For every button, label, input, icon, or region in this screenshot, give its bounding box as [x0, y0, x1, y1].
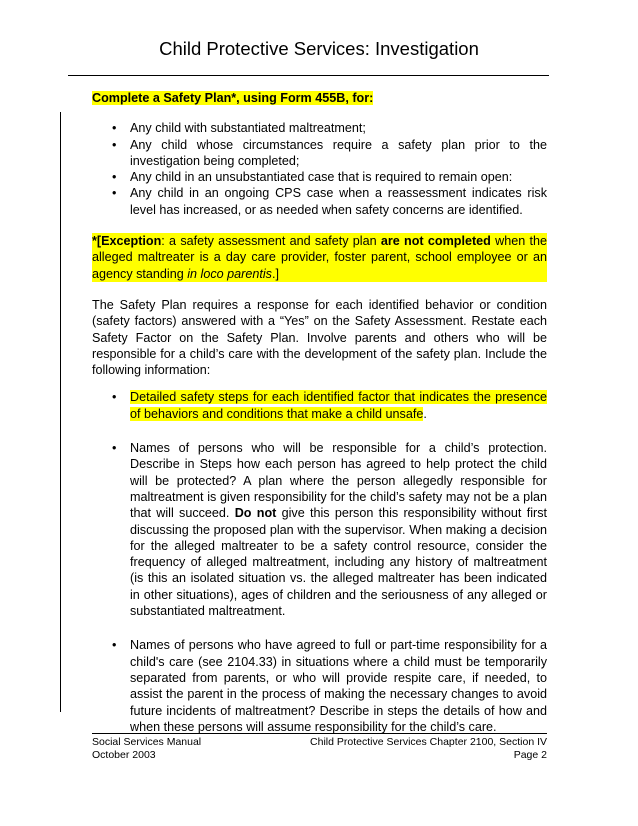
list-item: • Any child in an unsubstantiated case that is required to remain open:: [112, 170, 513, 185]
section-title-text: Complete a Safety Plan*, using Form 455B, for:: [92, 91, 374, 105]
safety-plan-criteria-list: [92, 120, 547, 218]
bullet-icon: •: [112, 137, 117, 152]
bullet-icon: •: [112, 441, 117, 456]
list-item: • Any child whose circumstances require a safety plan prior to the investigation being completed;: [112, 137, 547, 168]
list-item: • Names of persons who have agreed to full or part-time responsibility for a child's care (see 2104.33) in situations where a child must be temporarily separated from parents, or who will provide respite care, if needed, to assist the parent in the process of making the necessary changes to avoid future incidents of maltreatment? Describe in steps the details of how and when these persons will assume responsibility for the child’s care.: [112, 638, 547, 734]
bullet-icon: •: [112, 638, 117, 653]
document-body: [92, 90, 547, 753]
bullet-icon: •: [112, 186, 117, 201]
footer-page-number: Page 2: [513, 749, 547, 761]
intro-paragraph: The Safety Plan requires a response for each identified behavior or condition (safety factors) answered with a “Yes” on the Safety Assessment. Restate each Safety Factor on the Safety Plan. Involve parents and others who will be responsible for a child’s care with the development of the safety plan. Include the following information:: [92, 297, 547, 378]
required-information-list: [92, 389, 547, 735]
list-item: • Names of persons who will be responsible for a child’s protection. Describe in Steps how each person has agreed to help protect the child will be protected? A plan where the person allegedly responsible for maltreatment is given responsibility for the child’s safety may not be a plan that will succeed. Do not give this person this responsibility without first discussing the proposed plan with the supervisor. When making a decision for the alleged maltreater to be a safety control resource, consider the frequency of alleged maltreatment, including any history of maltreatment (is this an isolated situation vs. the alleged maltreater has been indicated in other situations), ages of children and the seriousness of any alleged or substantiated maltreatment.: [112, 441, 547, 619]
exception-paragraph: *[Exception: a safety assessment and safety plan are not completed when the alleged maltreater is a day care provider, foster parent, school employee or an agency standing in loco parentis.]: [92, 234, 547, 281]
bullet-icon: •: [112, 121, 117, 136]
footer-manual-name: Social Services Manual: [92, 736, 202, 748]
list-item: • Detailed safety steps for each identified factor that indicates the presence of behaviors and conditions that make a child unsafe.: [112, 390, 547, 421]
list-item: • Any child with substantiated maltreatment;: [112, 121, 366, 136]
revision-bar: [60, 112, 61, 712]
bullet-icon: •: [112, 170, 117, 185]
page-title: Child Protective Services: Investigation: [159, 38, 479, 59]
footer-divider: [92, 733, 547, 734]
page-footer: [92, 736, 547, 762]
footer-chapter: Child Protective Services Chapter 2100, Section IV: [310, 736, 547, 748]
section-title: [92, 90, 547, 106]
list-item: • Any child in an ongoing CPS case when a reassessment indicates risk level has increased, or as needed when safety concerns are identified.: [112, 186, 547, 217]
bullet-icon: •: [112, 390, 117, 405]
footer-date: October 2003: [92, 749, 156, 761]
header-divider: [68, 75, 549, 76]
